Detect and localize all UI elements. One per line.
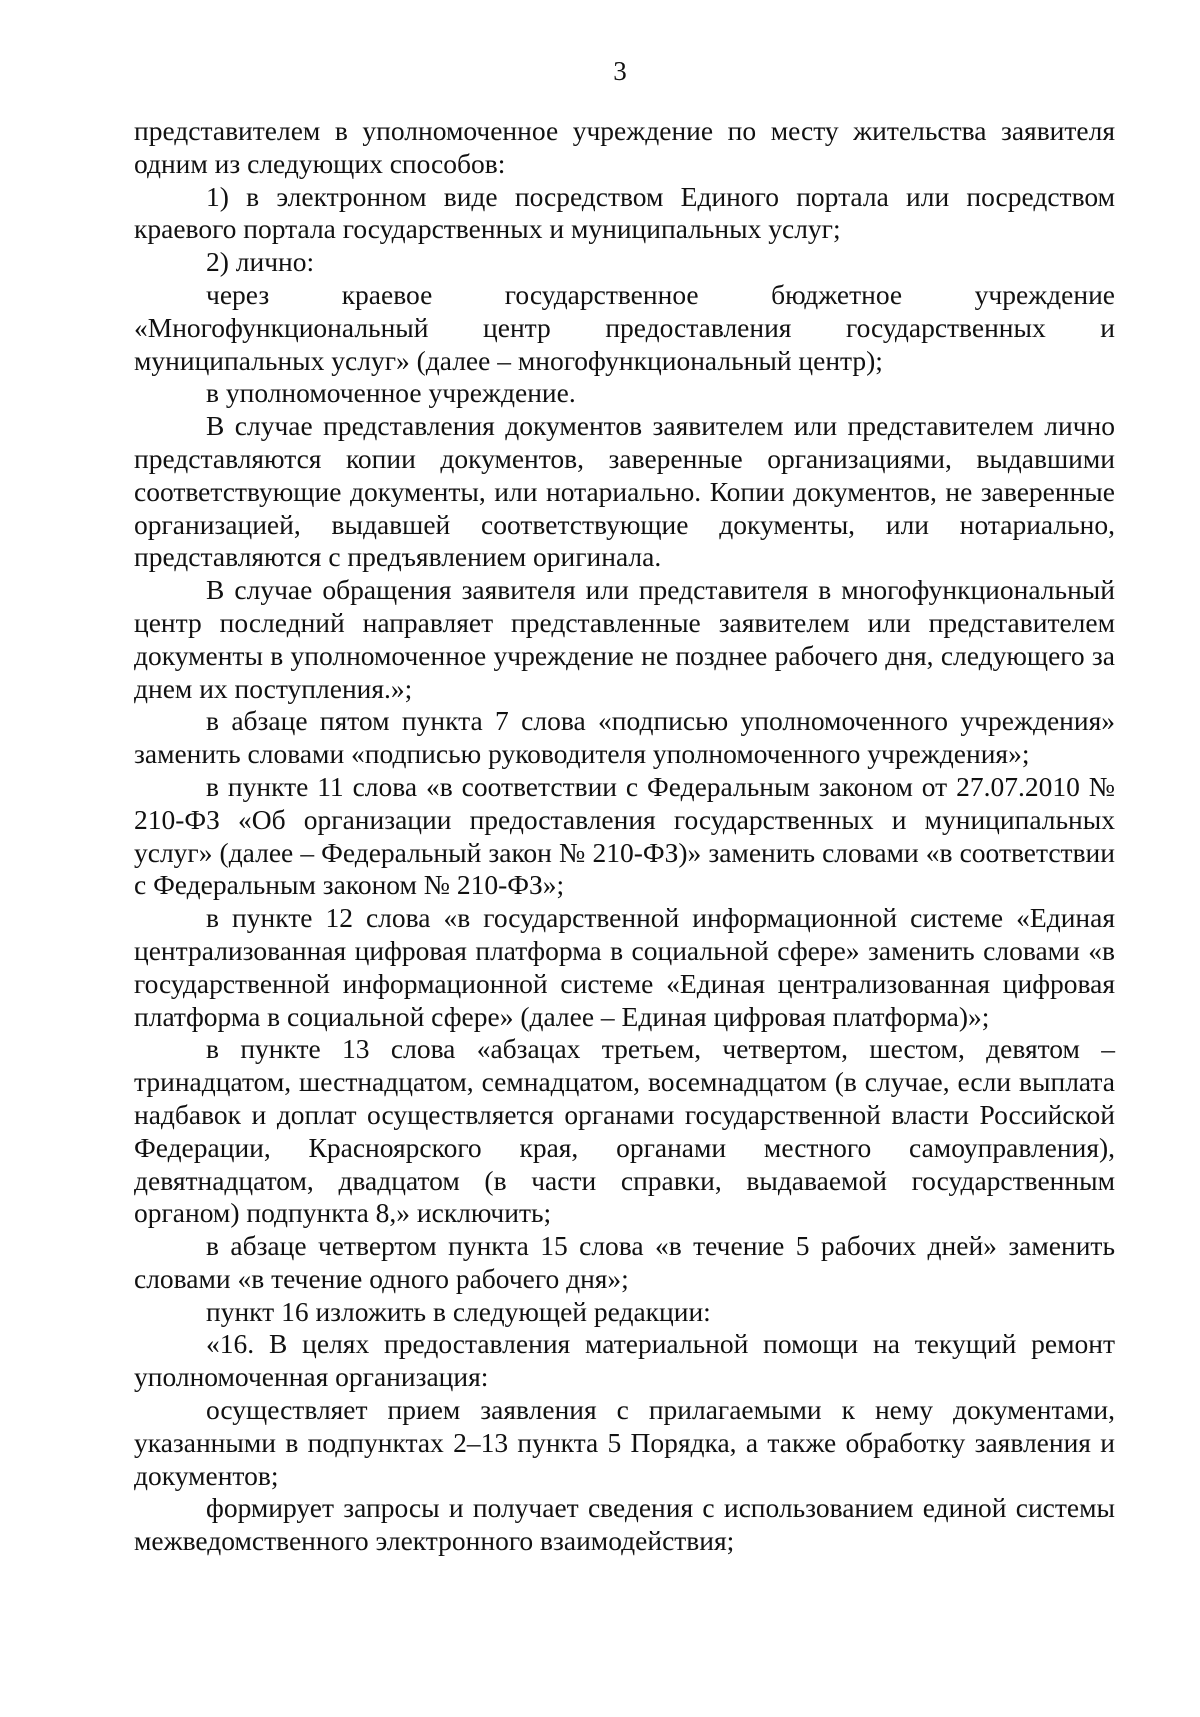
paragraph: 1) в электронном виде посредством Единого портала или посредством краевого портала государственных и муниципальных услуг; — [134, 180, 1115, 245]
paragraph: в абзаце четвертом пункта 15 слова «в течение 5 рабочих дней» заменить словами «в течение одного рабочего дня»; — [134, 1230, 1115, 1294]
paragraph: осуществляет прием заявления с прилагаемыми к нему документами, указанными в подпунктах 2–13 пункта 5 Порядка, а также обработку заявления и документов; — [134, 1394, 1115, 1491]
paragraph: «16. В целях предоставления материальной помощи на текущий ремонт уполномоченная организация: — [134, 1328, 1115, 1393]
document-body — [134, 115, 1115, 1558]
paragraph: представителем в уполномоченное учреждение по месту жительства заявителя одним из следующих способов: — [134, 115, 1115, 179]
paragraph: пункт 16 изложить в следующей редакции: — [206, 1295, 711, 1327]
paragraph: формирует запросы и получает сведения с использованием единой системы межведомственного электронного взаимодействия; — [134, 1492, 1115, 1557]
page-number: 3 — [613, 56, 627, 86]
paragraph: в пункте 11 слова «в соответствии с Федеральным законом от 27.07.2010 № 210-ФЗ «Об организации предоставления государственных и муниципальных услуг» (далее – Федеральный закон № 210-ФЗ)» заменить словами «в соответствии с Федеральным законом № 210-ФЗ»; — [134, 770, 1115, 901]
paragraph: в пункте 13 слова «абзацах третьем, четвертом, шестом, девятом – тринадцатом, шестнадцатом, семнадцатом, восемнадцатом (в случае, если выплата надбавок и доплат осуществляется органами государственной власти Российской Федерации, Красноярского края, органами местного самоуправления), девятнадцатом, двадцатом (в части справки, выдаваемой государственным органом) подпункта 8,» исключить; — [134, 1033, 1115, 1229]
paragraph: В случае обращения заявителя или представителя в многофункциональный центр последний направляет представленные заявителем или представителем документы в уполномоченное учреждение не позднее рабочего дня, следующего за днем их поступления.»; — [134, 574, 1115, 704]
paragraph: через краевое государственное бюджетное учреждение «Многофункциональный центр предоставления государственных и муниципальных услуг» (далее – многофункциональный центр); — [134, 278, 1115, 376]
paragraph: в абзаце пятом пункта 7 слова «подписью уполномоченного учреждения» заменить словами «подписью руководителя уполномоченного учреждения»; — [134, 705, 1115, 770]
paragraph: в уполномоченное учреждение. — [206, 377, 576, 409]
paragraph: в пункте 12 слова «в государственной информационной системе «Единая централизованная цифровая платформа в социальной сфере» заменить словами «в государственной информационной системе «Единая централизованная цифровая платформа в социальной сфере» (далее – Единая цифровая платформа)»; — [134, 902, 1115, 1032]
paragraph: 2) лично: — [206, 246, 315, 278]
paragraph: В случае представления документов заявителем или представителем лично представляются копии документов, заверенные организациями, выдавшими соответствующие документы, или нотариально. Копии документов, не заверенные организацией, выдавшей соответствующие документы, или нотариально, представляются с предъявлением оригинала. — [134, 410, 1115, 573]
